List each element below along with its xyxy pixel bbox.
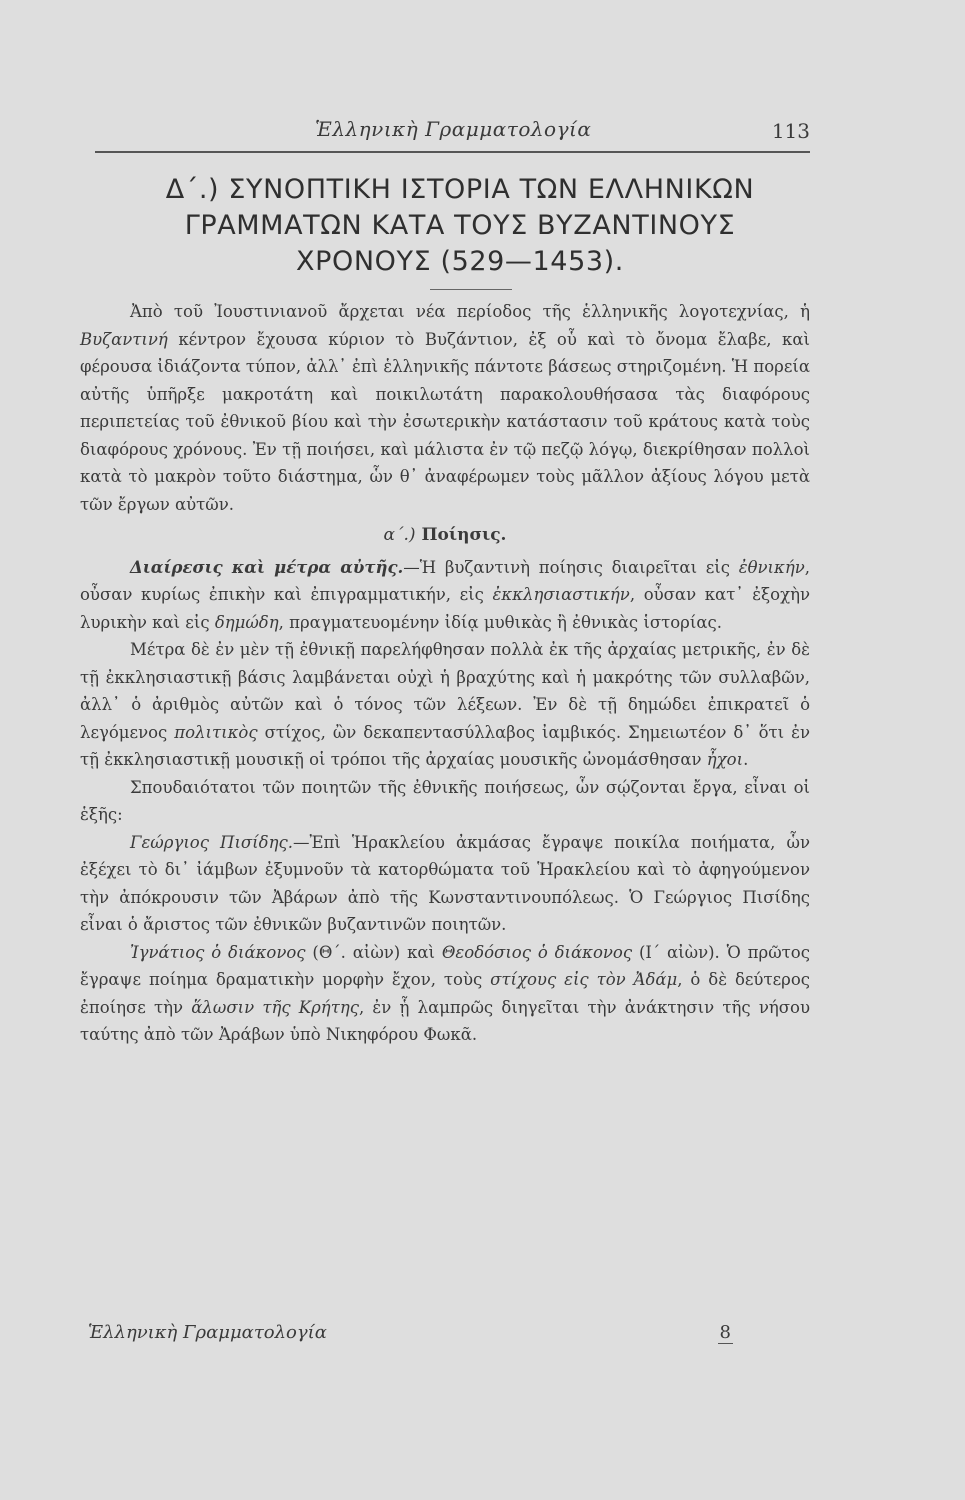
page-footer (88, 1322, 733, 1352)
divisions-heading: Διαίρεσις καὶ μέτρα αὐτῆς. (130, 557, 404, 577)
intro-text-1: Ἀπὸ τοῦ Ἰουστινιανοῦ ἄρχεται νέα περίοδος τῆς ἑλληνικῆς λογοτεχνίας, ἡ (130, 302, 810, 321)
divisions-italic-ecclesiastical: ἐκκλησιαστικήν (492, 585, 630, 604)
subsection-title: Ποίησις. (421, 525, 507, 545)
ignatios-italic-adam: στίχους εἰς τὸν Ἀδάμ (490, 970, 678, 989)
divisions-paragraph (80, 554, 810, 637)
ignatios-text-2: (Ι´ αἰὼν). Ὁ πρῶτος ἔγραψε ποίημα δραματικὴν μορφὴν ἔχον, τοὺς (80, 942, 810, 989)
meters-text-1: Μέτρα δὲ ἐν μὲν τῇ ἐθνικῇ παρελήφθησαν πολλὰ ἐκ τῆς ἀρχαίας μετρικῆς, ἐν δὲ τῇ ἐκκλησιαστικῇ βάσις λαμβάνεται οὐχὶ ἡ βραχύτης καὶ ἡ μακρότης τῶν συλλαβῶν, ἀλλ᾽ ὁ ἀριθμὸς αὐτῶν καὶ ὁ τόνος τῶν λέξεων. Ἐν δὲ τῇ δημώδει ἐπικρατεῖ ὁ λεγόμενος (80, 640, 810, 742)
page-number: 113 (771, 119, 810, 143)
divisions-italic-demotic: δημώδη (214, 612, 279, 632)
meters-text-3: . (743, 750, 749, 769)
section-title: Δ´.) ΣΥΝΟΠΤΙΚΗ ΙΣΤΟΡΙΑ ΤΩΝ ΕΛΛΗΝΙΚΩΝ ΓΡΑΜΜΑΤΩΝ ΚΑΤΑ ΤΟΥΣ ΒΥΖΑΝΤΙΝΟΥΣ ΧΡΟΝΟΥΣ (529—1453). (165, 174, 755, 277)
ignatios-name: Ἰγνάτιος ὁ διάκονος (130, 942, 306, 962)
meters-paragraph (80, 636, 810, 774)
intro-paragraph (80, 298, 810, 518)
divisions-text-4: , πραγματευομένην ἰδίᾳ μυθικὰς ἢ ἐθνικὰς ἱστορίας. (278, 612, 722, 632)
page-body (80, 298, 810, 1049)
ignatios-italic-crete: ἅλωσιν τῆς Κρήτης (191, 997, 359, 1017)
pisides-text: —Ἐπὶ Ἡρακλείου ἀκμάσας ἔγραψε ποικίλα ποιήματα, ὧν ἐξέχει τὸ δι᾽ ἰάμβων ἐξυμνοῦν τὰ κατορθώματα τοῦ Ἡρακλείου καὶ τὸ ἀφηγούμενον τὴν ἀπόκρουσιν τῶν Ἀβάρων ἀπὸ τῆς Κωνσταντινουπόλεως. Ὁ Γεώργιος Πισίδης εἶναι ὁ ἄριστος τῶν ἐθνικῶν βυζαντινῶν ποιητῶν. (80, 832, 810, 934)
title-divider (430, 289, 512, 290)
divisions-text-2: , οὖσαν κυρίως ἐπικὴν καὶ ἐπιγραμματικήν, εἰς (80, 557, 810, 604)
ignatios-text-1: (Θ´. αἰὼν) καὶ (305, 942, 442, 962)
divisions-text-1: —Ἡ βυζαντινὴ ποίησις διαιρεῖται εἰς (403, 557, 739, 577)
theodosios-name: Θεοδόσιος ὁ διάκονος (441, 942, 633, 962)
divisions-text-3: , οὖσαν κατ᾽ ἐξοχὴν λυρικὴν καὶ εἰς (80, 585, 810, 632)
ignatios-text-4: , ἐν ᾗ λαμπρῶς διηγεῖται τὴν ἀνάκτησιν τῆς νήσου ταύτης ἀπὸ τῶν Ἀράβων ὑπὸ Νικηφόρου Φωκᾶ. (80, 997, 810, 1044)
pisides-name: Γεώργιος Πισίδης. (130, 832, 293, 852)
signature-number: 8 (719, 1322, 731, 1343)
running-title: Ἑλληνικὴ Γραμματολογία (315, 117, 592, 141)
meters-italic-echoi: ἦχοι (706, 750, 744, 769)
meters-text-2: στίχος, ὢν δεκαπεντασύλλαβος ἰαμβικός. Σημειωτέον δ᾽ ὅτι ἐν τῇ ἐκκλησιαστικῇ μουσικῇ οἱ τρόποι τῆς ἀρχαίας μουσικῆς ὠνομάσθησαν (80, 722, 810, 769)
printer-signature: Ἑλληνικὴ Γραμματολογία (88, 1322, 327, 1343)
page-header (95, 115, 810, 153)
ignatios-paragraph (80, 939, 810, 1049)
intro-italic-byzantine: Βυζαντινή (80, 329, 168, 349)
ignatios-text-3: , ὁ δὲ δεύτερος ἐποίησε τὴν (80, 970, 811, 1017)
poets-intro-paragraph: Σπουδαιότατοι τῶν ποιητῶν τῆς ἐθνικῆς ποιήσεως, ὧν σῴζονται ἔργα, εἶναι οἱ ἑξῆς: (80, 777, 810, 824)
divisions-italic-national: ἐθνικήν (738, 557, 805, 577)
intro-text-2: κέντρον ἔχουσα κύριον τὸ Βυζάντιον, ἐξ οὗ καὶ τὸ ὄνομα ἔλαβε, καὶ φέρουσα ἰδιάζοντα τύπον, ἀλλ᾽ ἐπὶ ἑλληνικῆς πάντοτε βάσεως στηριζομένη. Ἡ πορεία αὐτῆς ὑπῆρξε μακροτάτη καὶ ποικιλωτάτη παρακολουθήσασα τὰς διαφόρους περιπετείας τοῦ ἐθνικοῦ βίου καὶ τὴν ἐσωτερικὴν κατάστασιν τοῦ κράτους κατὰ τοὺς διαφόρους χρόνους. Ἐν τῇ ποιήσει, καὶ μάλιστα ἐν τῷ πεζῷ λόγῳ, διεκρίθησαν πολλοὶ κατὰ τὸ μακρὸν τοῦτο διάστημα, ὧν θ᾽ ἀναφέρωμεν τοὺς μᾶλλον ἀξίους λόγου μετὰ τῶν ἔργων αὐτῶν. (80, 329, 810, 514)
pisides-paragraph (80, 829, 810, 939)
subsection-heading (80, 522, 810, 550)
meters-italic-political: πολιτικὸς (174, 722, 258, 742)
subsection-letter: α´.) (383, 525, 416, 545)
